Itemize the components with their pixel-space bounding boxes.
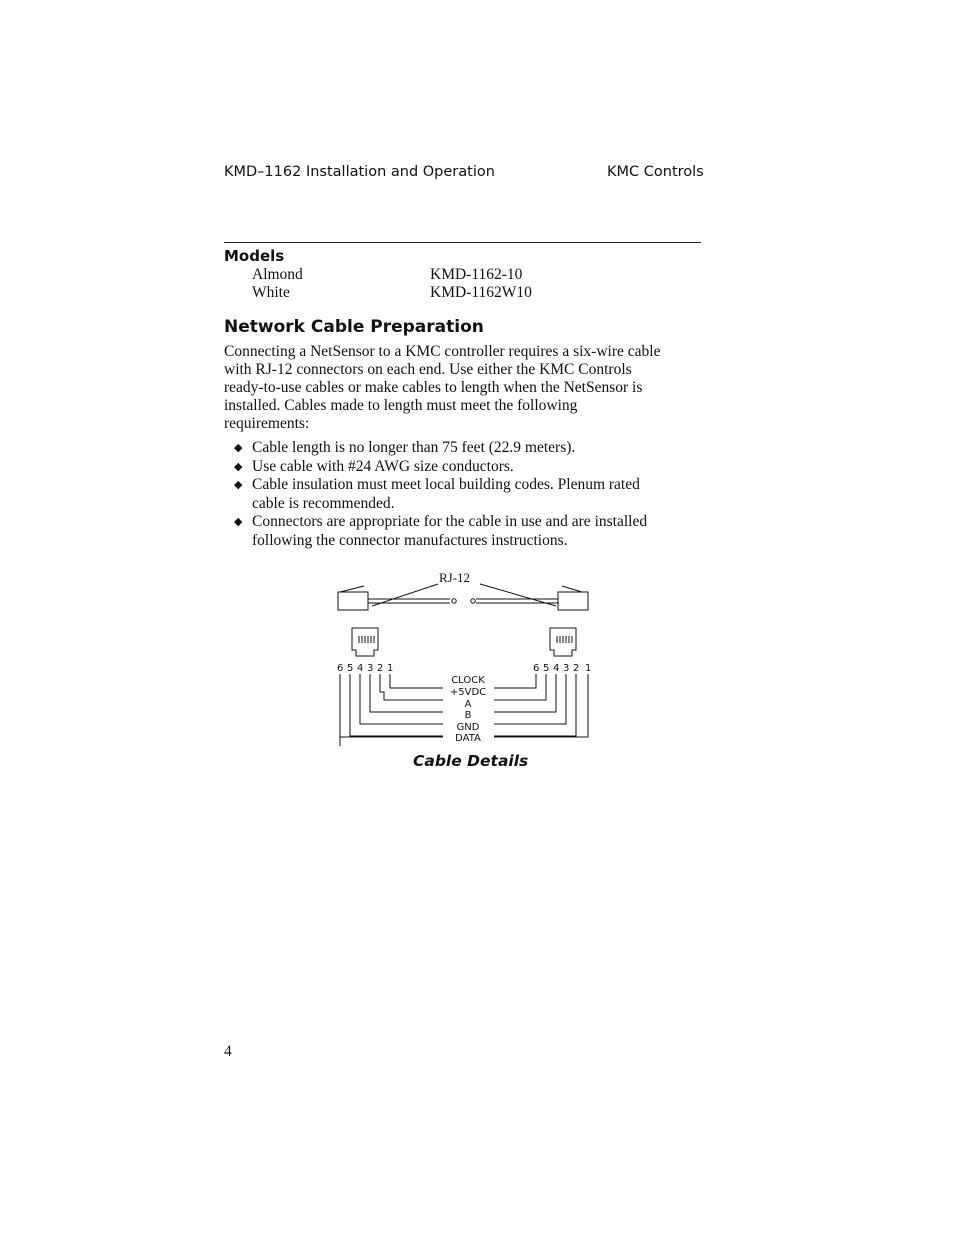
left-pin-number: 3 <box>367 663 374 674</box>
model-code: KMD-1162-10 <box>430 266 523 283</box>
diamond-bullet-icon: ◆ <box>234 479 243 491</box>
figure-caption: Cable Details <box>413 752 529 770</box>
list-item-text: cable is recommended. <box>252 494 395 512</box>
left-plug <box>338 592 368 610</box>
left-pin-number: 6 <box>337 663 344 674</box>
right-pin-number: 4 <box>553 663 560 674</box>
paragraph-line: installed. Cables made to length must meet the following <box>224 397 578 414</box>
model-code: KMD-1162W10 <box>430 284 532 301</box>
list-item-text: Use cable with #24 AWG size conductors. <box>252 457 514 475</box>
right-pin-number: 5 <box>543 663 550 674</box>
signal-label: GND <box>456 722 480 733</box>
signal-label: B <box>464 710 472 721</box>
signal-label: A <box>464 699 472 710</box>
right-pin-number: 6 <box>533 663 540 674</box>
model-color: White <box>252 284 290 301</box>
paragraph-line: Connecting a NetSensor to a KMC controller requires a six-wire cable <box>224 343 661 360</box>
left-pin-number: 4 <box>357 663 364 674</box>
diamond-bullet-icon: ◆ <box>234 442 243 454</box>
signal-label: CLOCK <box>451 675 485 686</box>
left-pin-number: 2 <box>377 663 384 674</box>
list-item-text: Cable insulation must meet local building codes. Plenum rated <box>252 476 640 493</box>
signal-label: DATA <box>455 733 481 744</box>
rj12-label: RJ-12 <box>439 570 471 585</box>
paragraph-line: with RJ-12 connectors on each end. Use either the KMC Controls <box>224 361 632 378</box>
running-header-company: KMC Controls <box>607 164 704 180</box>
requirements-list <box>224 439 704 550</box>
list-item-text: Connectors are appropriate for the cable in use and are installed <box>252 513 648 530</box>
right-jack <box>550 628 576 656</box>
diamond-bullet-icon: ◆ <box>234 516 243 528</box>
right-plug <box>558 592 588 610</box>
section-divider <box>224 242 701 243</box>
left-jack <box>352 628 378 656</box>
model-row <box>252 266 523 284</box>
right-pin-number: 1 <box>585 663 592 674</box>
list-item <box>224 458 704 477</box>
list-item <box>224 513 704 550</box>
signal-label: +5VDC <box>449 687 487 698</box>
paragraph-line: requirements: <box>224 415 310 432</box>
diamond-bullet-icon: ◆ <box>234 460 243 473</box>
running-header-title: KMD–1162 Installation and Operation <box>224 164 495 180</box>
model-row <box>252 284 532 302</box>
paragraph-line: ready-to-use cables or make cables to length when the NetSensor is <box>224 379 643 396</box>
page-number: 4 <box>224 1043 232 1060</box>
right-pin-number: 3 <box>563 663 570 674</box>
list-item-text: Cable length is no longer than 75 feet (22.9 meters). <box>252 439 576 456</box>
list-item <box>224 476 704 513</box>
list-item <box>224 439 704 458</box>
model-color: Almond <box>252 266 303 283</box>
models-heading: Models <box>224 247 285 265</box>
left-pin-number: 5 <box>347 663 354 674</box>
cable-details-diagram <box>334 566 594 746</box>
section-heading: Network Cable Preparation <box>224 317 484 337</box>
left-pin-number: 1 <box>387 663 394 674</box>
list-item-text: following the connector manufactures instructions. <box>252 531 568 549</box>
intro-paragraph <box>224 343 704 433</box>
right-pin-number: 2 <box>573 663 580 674</box>
